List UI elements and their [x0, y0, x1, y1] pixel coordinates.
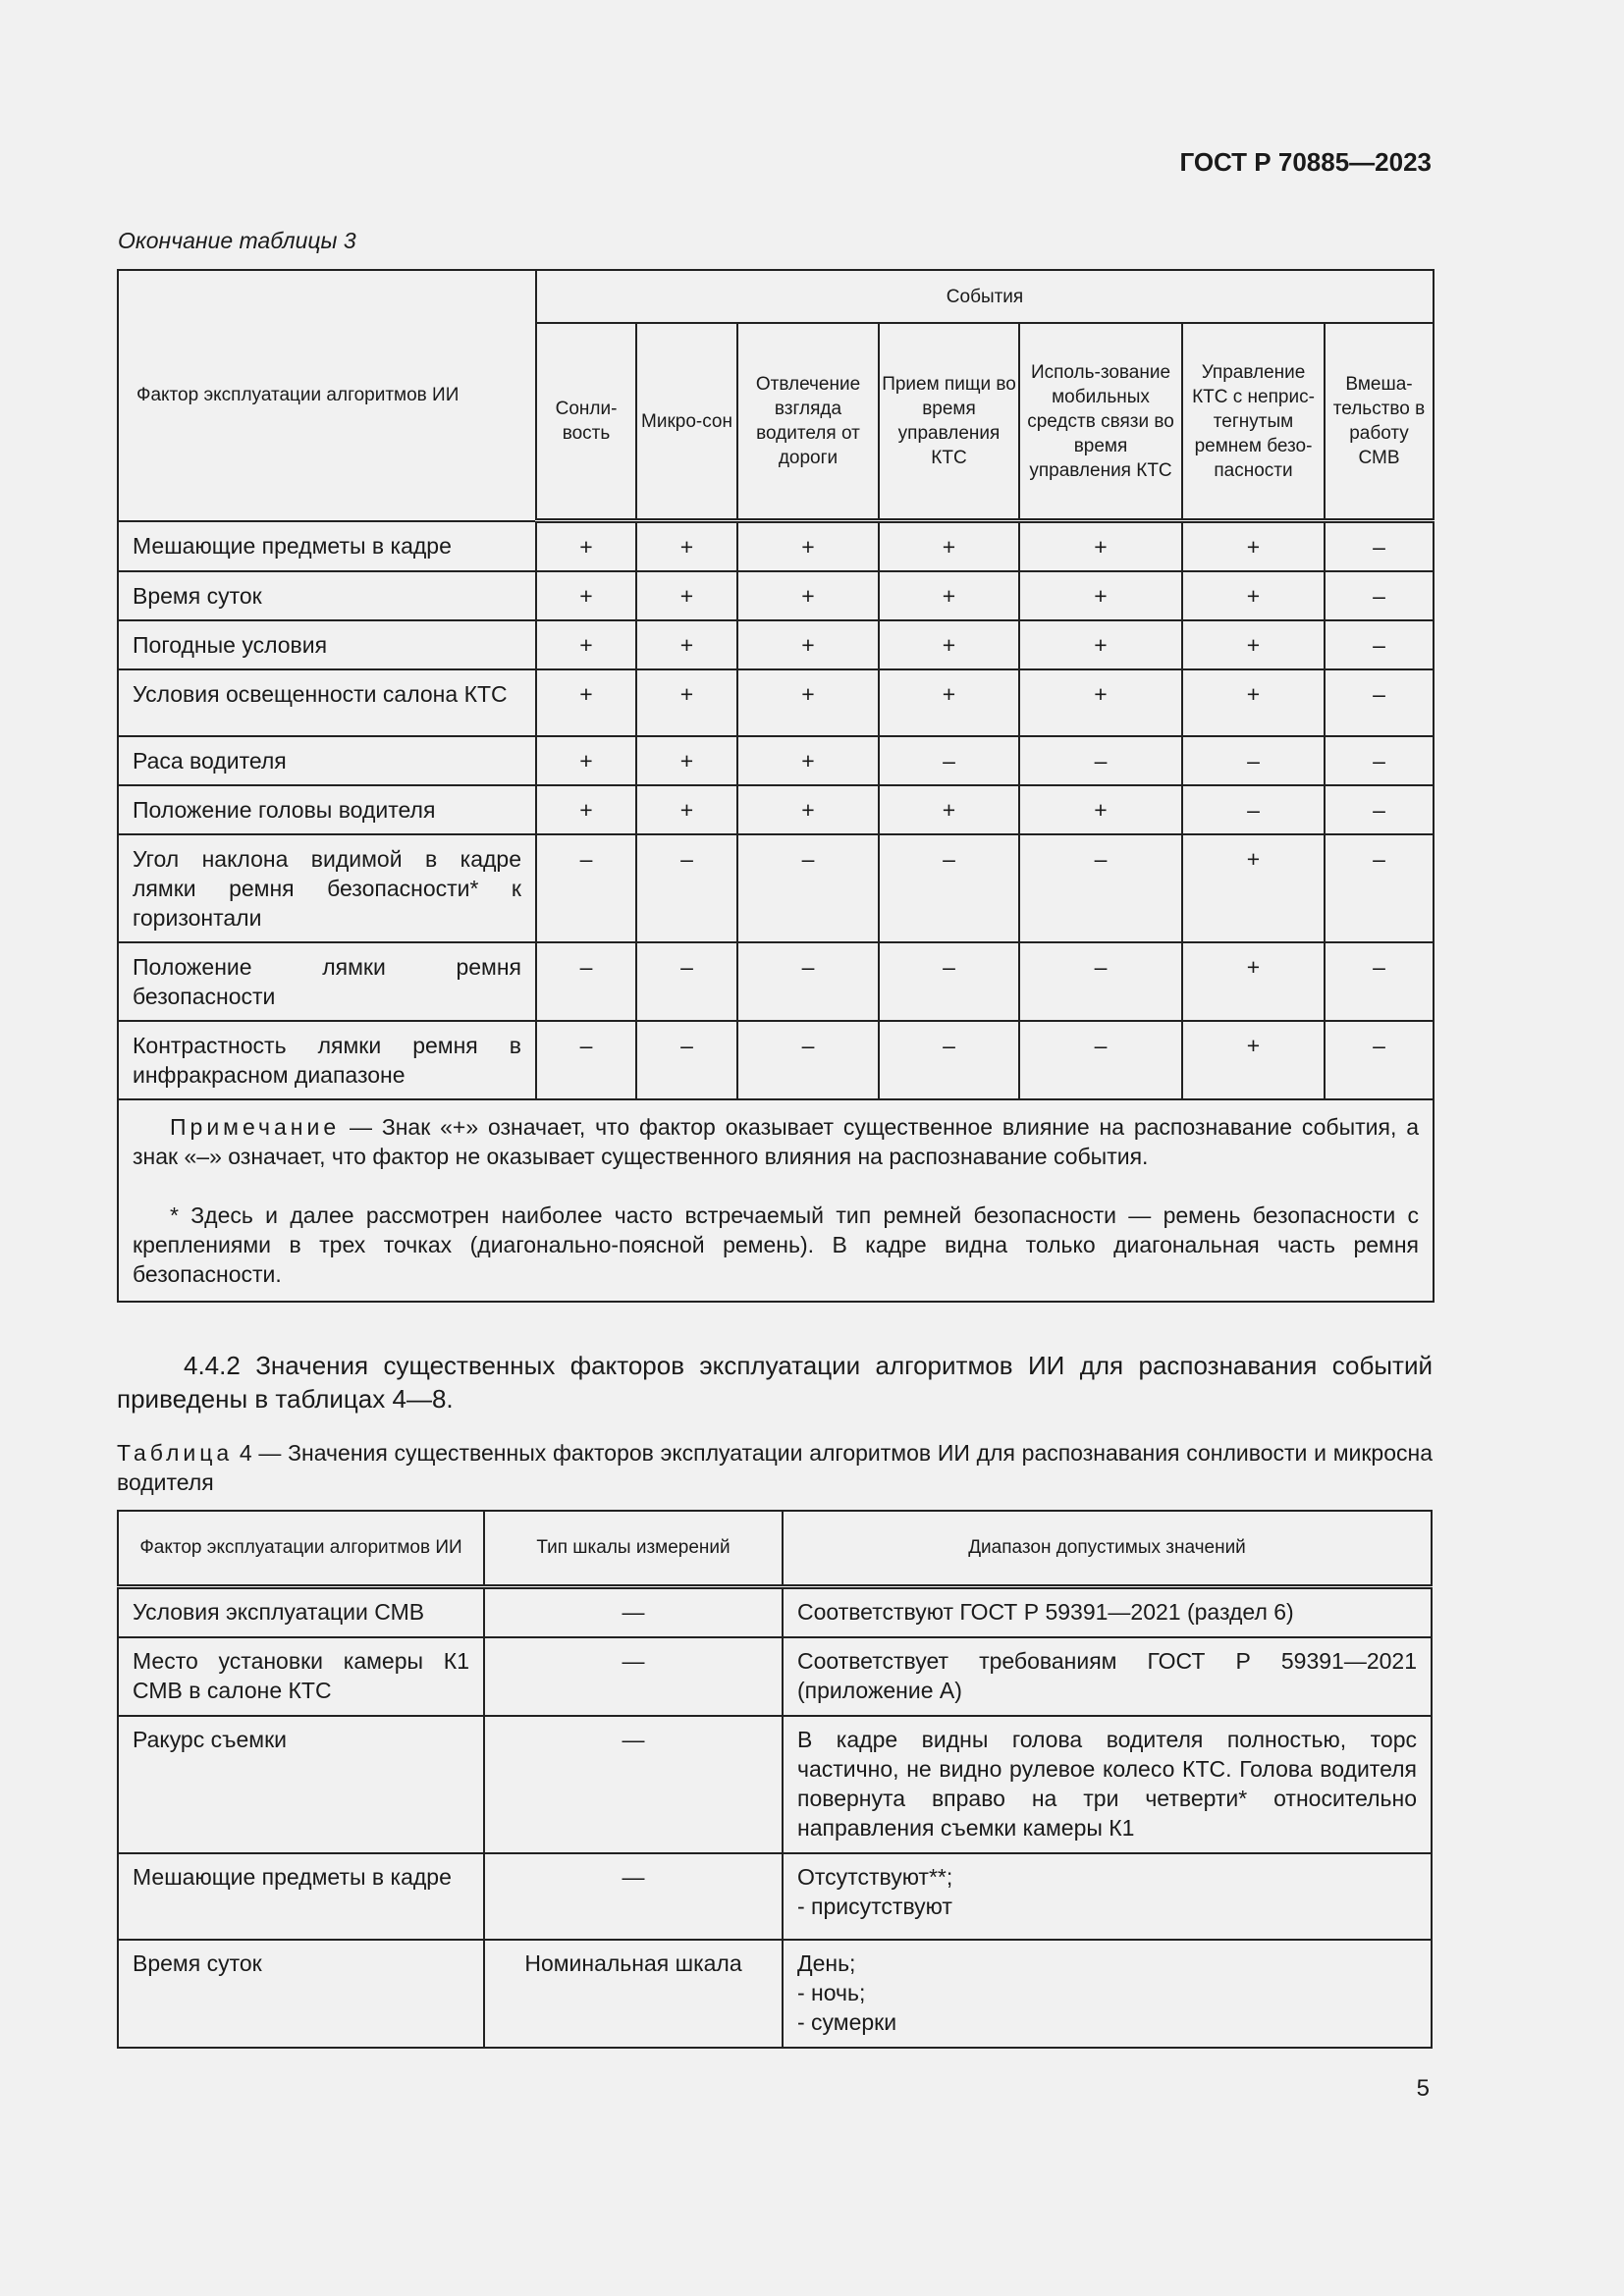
factor-cell: Положение лямки ремня безопасности [118, 942, 536, 1021]
table-4-caption [117, 1438, 1433, 1497]
range-cell [783, 1716, 1432, 1853]
mark-cell: + [536, 620, 636, 669]
mark-cell: + [737, 620, 879, 669]
table-row [118, 736, 1434, 785]
mark-cell: – [1325, 669, 1434, 736]
mark-cell: + [636, 785, 737, 834]
range-line: - присутствуют [797, 1894, 952, 1919]
range-line: Соответствует требованиям ГОСТ Р 59391—2021 (приложение А) [797, 1648, 1417, 1703]
mark-cell: + [536, 669, 636, 736]
mark-cell: + [536, 521, 636, 572]
range-cell [783, 1853, 1432, 1940]
event-column-header: Вмеша-тельство в работу СМВ [1325, 323, 1434, 521]
range-cell [783, 1637, 1432, 1716]
mark-cell: – [1325, 571, 1434, 620]
table-3 [117, 269, 1435, 1303]
mark-cell: – [1019, 1021, 1182, 1099]
mark-cell: – [1325, 785, 1434, 834]
document-id: ГОСТ Р 70885—2023 [1179, 147, 1432, 177]
range-cell [783, 1587, 1432, 1638]
mark-cell: + [1182, 942, 1325, 1021]
mark-cell: – [1325, 834, 1434, 942]
event-column-header: Сонли-вость [536, 323, 636, 521]
mark-cell: – [636, 942, 737, 1021]
range-line: - ночь; [797, 1980, 866, 2005]
mark-cell: + [1019, 620, 1182, 669]
mark-cell: – [1325, 521, 1434, 572]
mark-cell: + [737, 669, 879, 736]
table-row [118, 785, 1434, 834]
mark-cell: + [1182, 571, 1325, 620]
factor-cell: Контрастность лямки ремня в инфракрасном диапазоне [118, 1021, 536, 1099]
mark-cell: + [536, 571, 636, 620]
mark-cell: – [879, 736, 1019, 785]
mark-cell: + [879, 521, 1019, 572]
mark-cell: – [1182, 736, 1325, 785]
column-header: Диапазон допустимых значений [783, 1511, 1432, 1587]
note-row [118, 1099, 1434, 1302]
table-row [118, 1716, 1432, 1853]
mark-cell: + [737, 736, 879, 785]
mark-cell: – [879, 942, 1019, 1021]
factor-column-header: Фактор эксплуатации алгоритмов ИИ [118, 270, 536, 521]
section-paragraph: 4.4.2 Значения существенных факторов эксплуатации алгоритмов ИИ для распознавания событий приведены в таблицах 4—8. [117, 1351, 1433, 1414]
column-header: Тип шкалы измерений [484, 1511, 783, 1587]
mark-cell: + [737, 521, 879, 572]
range-line: Отсутствуют**; [797, 1864, 953, 1890]
mark-cell: + [536, 785, 636, 834]
table-row [118, 1940, 1432, 2048]
mark-cell: – [1019, 942, 1182, 1021]
mark-cell: – [1325, 942, 1434, 1021]
mark-cell: + [879, 571, 1019, 620]
event-column-header: Микро-сон [636, 323, 737, 521]
table-row [118, 1637, 1432, 1716]
mark-cell: – [879, 834, 1019, 942]
table-row [118, 521, 1434, 572]
mark-cell: + [636, 620, 737, 669]
mark-cell: – [536, 834, 636, 942]
factor-cell: Мешающие предметы в кадре [118, 1853, 484, 1940]
factor-cell: Положение головы водителя [118, 785, 536, 834]
mark-cell: + [636, 669, 737, 736]
mark-cell: + [636, 571, 737, 620]
mark-cell: + [1182, 669, 1325, 736]
table-row [118, 620, 1434, 669]
mark-cell: – [737, 942, 879, 1021]
scale-cell: Номинальная шкала [484, 1940, 783, 2048]
note-label: Примечание [170, 1114, 341, 1140]
mark-cell: + [1019, 571, 1182, 620]
scale-cell: — [484, 1853, 783, 1940]
table-row [118, 1021, 1434, 1099]
mark-cell: + [1019, 785, 1182, 834]
mark-cell: + [636, 736, 737, 785]
factor-cell: Раса водителя [118, 736, 536, 785]
factor-cell: Условия эксплуатации СМВ [118, 1587, 484, 1638]
mark-cell: – [636, 1021, 737, 1099]
note-text: — Знак «+» означает, что фактор оказывает существенное влияние на распознавание события, а знак «–» означает, что фактор не оказывает существенного влияния на распознавание события. [133, 1114, 1419, 1169]
mark-cell: + [1182, 521, 1325, 572]
mark-cell: + [737, 785, 879, 834]
table-row [118, 669, 1434, 736]
table-continuation-label: Окончание таблицы 3 [118, 228, 356, 253]
mark-cell: – [737, 834, 879, 942]
table-row [118, 1853, 1432, 1940]
mark-cell: – [879, 1021, 1019, 1099]
mark-cell: – [1182, 785, 1325, 834]
event-column-header: Исполь-зование мобильных средств связи во время управления КТС [1019, 323, 1182, 521]
factor-cell: Угол наклона видимой в кадре лямки ремня безопасности* к горизонтали [118, 834, 536, 942]
mark-cell: – [1019, 834, 1182, 942]
event-column-header: Прием пищи во время управления КТС [879, 323, 1019, 521]
mark-cell: + [1182, 834, 1325, 942]
mark-cell: – [1325, 736, 1434, 785]
scale-cell: — [484, 1587, 783, 1638]
column-header: Фактор эксплуатации алгоритмов ИИ [118, 1511, 484, 1587]
page-number: 5 [1416, 2075, 1430, 2102]
mark-cell: – [1325, 620, 1434, 669]
table-row [118, 834, 1434, 942]
mark-cell: + [1019, 521, 1182, 572]
mark-cell: + [1019, 669, 1182, 736]
range-cell [783, 1940, 1432, 2048]
range-line: В кадре видны голова водителя полностью, торс частично, не видно рулевое колесо КТС. Голова водителя повернута вправо на три четверти* относительно направления съемки камеры К1 [797, 1727, 1417, 1841]
range-line: Соответствуют ГОСТ Р 59391—2021 (раздел 6) [797, 1599, 1294, 1625]
table-row [118, 942, 1434, 1021]
footnote: * Здесь и далее рассмотрен наиболее часто встречаемый тип ремней безопасности — ремень безопасности с креплениями в трех точках (диагонально-поясной ремень). В кадре видна только диагональная часть ремня безопасности. [133, 1202, 1419, 1287]
mark-cell: – [536, 1021, 636, 1099]
caption-text: 4 — Значения существенных факторов эксплуатации алгоритмов ИИ для распознавания сонливости и микросна водителя [117, 1440, 1433, 1495]
factor-cell: Время суток [118, 571, 536, 620]
factor-cell: Погодные условия [118, 620, 536, 669]
factor-cell: Ракурс съемки [118, 1716, 484, 1853]
mark-cell: + [879, 620, 1019, 669]
table-4 [117, 1510, 1433, 2049]
factor-cell: Место установки камеры К1 СМВ в салоне КТС [118, 1637, 484, 1716]
mark-cell: – [536, 942, 636, 1021]
range-line: День; [797, 1950, 856, 1976]
mark-cell: + [636, 521, 737, 572]
mark-cell: + [737, 571, 879, 620]
mark-cell: – [737, 1021, 879, 1099]
mark-cell: + [1182, 620, 1325, 669]
factor-cell: Условия освещенности салона КТС [118, 669, 536, 736]
mark-cell: + [879, 669, 1019, 736]
note-cell [118, 1099, 1434, 1302]
table-row [118, 571, 1434, 620]
range-line: - сумерки [797, 2009, 897, 2035]
mark-cell: + [1182, 1021, 1325, 1099]
mark-cell: – [1019, 736, 1182, 785]
factor-cell: Время суток [118, 1940, 484, 2048]
note-paragraph [133, 1112, 1419, 1171]
mark-cell: + [536, 736, 636, 785]
scale-cell: — [484, 1716, 783, 1853]
mark-cell: + [879, 785, 1019, 834]
factor-cell: Мешающие предметы в кадре [118, 521, 536, 572]
scale-cell: — [484, 1637, 783, 1716]
events-header: События [536, 270, 1434, 323]
caption-label: Таблица [117, 1440, 234, 1466]
mark-cell: – [636, 834, 737, 942]
mark-cell: – [1325, 1021, 1434, 1099]
event-column-header: Управление КТС с неприс-тегнутым ремнем безо-пасности [1182, 323, 1325, 521]
table-row [118, 1587, 1432, 1638]
event-column-header: Отвлечение взгляда водителя от дороги [737, 323, 879, 521]
